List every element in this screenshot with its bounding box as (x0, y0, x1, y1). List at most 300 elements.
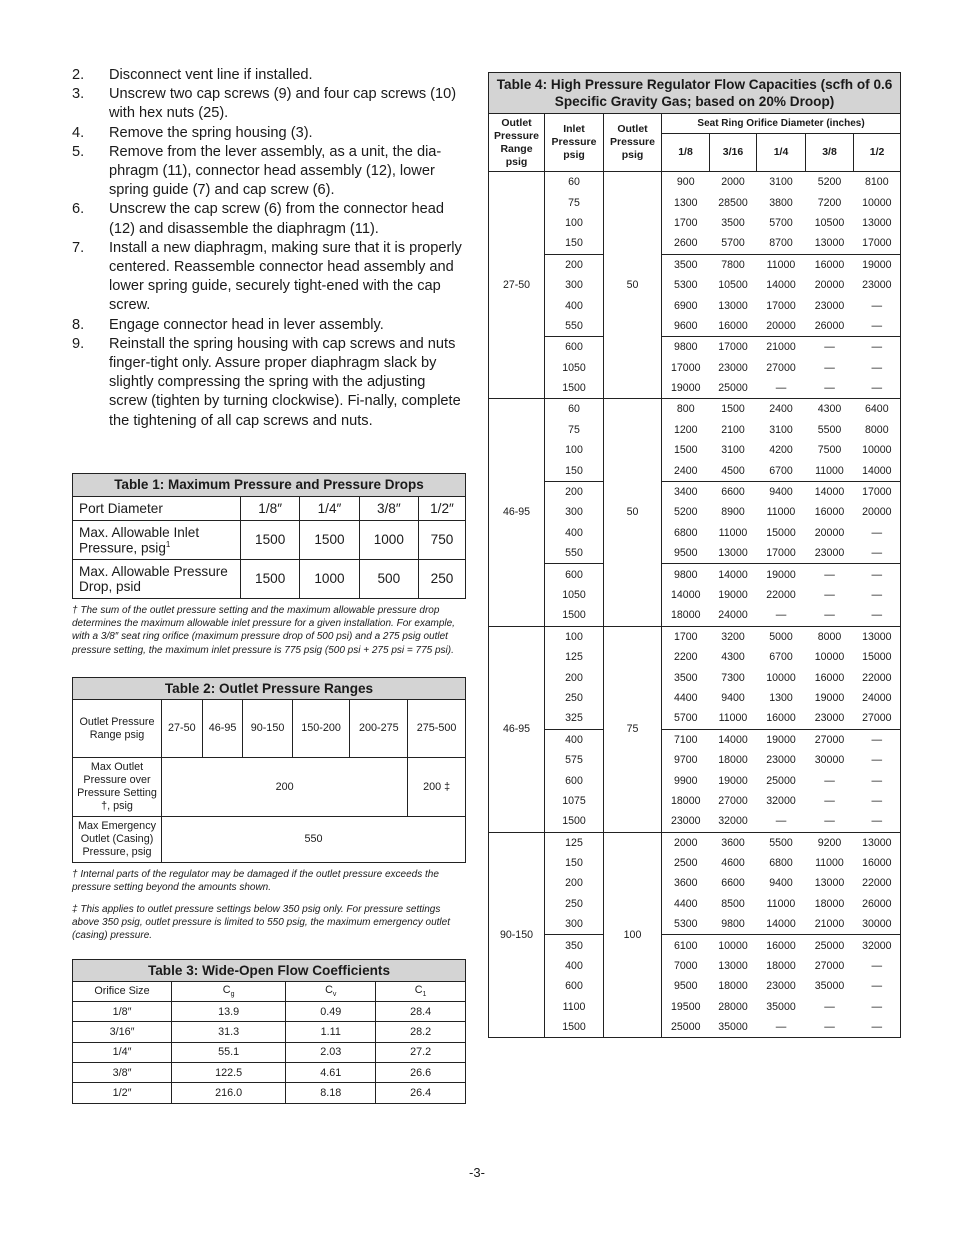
table-4-cell: — (806, 337, 854, 358)
table-4-cell: 13000 (854, 626, 901, 647)
table-4-cell: — (806, 378, 854, 399)
table-4-row (489, 233, 901, 254)
table-3-cell: 1/4″ (73, 1042, 172, 1062)
table-3-cell: 27.2 (376, 1042, 466, 1062)
table-4-cell: — (854, 791, 901, 811)
table-4-cell: 10000 (814, 651, 845, 664)
table-4-cell: 13000 (718, 547, 748, 560)
table-4-cell: 6700 (769, 651, 793, 664)
table-4-cell: 20000 (814, 279, 845, 292)
table-4-cell: 6700 (769, 464, 793, 477)
table-1-col: 3/8″ (359, 496, 418, 520)
table-4-cell: 3800 (769, 196, 793, 209)
step-text: Remove from the lever assembly, as a unit, the dia-phragm (11), connector head assembly (12), lower spring guide (7) and cap screw (6). (109, 143, 442, 199)
table-4-cell: 2400 (662, 460, 710, 481)
table-1-header-label: Port Diameter (73, 496, 241, 520)
table-3-header: $C_v$ (286, 981, 376, 1001)
table-4-cell: 23000 (766, 754, 796, 767)
table-4-cell: 1200 (662, 420, 710, 440)
table-4-cell: — (854, 543, 901, 564)
table-2-cell: 200 (162, 758, 408, 817)
table-4-cell: 13000 (814, 237, 845, 250)
table-4-row (489, 997, 901, 1017)
table-4-row (489, 626, 901, 647)
table-4-cell: 1300 (662, 192, 710, 212)
table-4-row (489, 976, 901, 996)
table-2-cell: 550 (162, 817, 466, 863)
table-4-inlet: 1050 (545, 585, 604, 605)
table-4-cell: — (854, 997, 901, 1017)
table-4-cell: 35000 (766, 1000, 796, 1013)
step-text: Install a new diaphragm, making sure that it is properly centered. Reassemble connector head assembly and lower spring guide, securely tight-ened with the cap screw. (109, 239, 462, 314)
table-4-cell: 5700 (769, 216, 793, 229)
table-4-row (489, 894, 901, 914)
table-4-header-inlet: Inlet Pressure psig (545, 114, 604, 172)
table-4-row (489, 316, 901, 337)
table-4-cell: 14000 (662, 585, 710, 605)
table-4-cell: — (854, 316, 901, 337)
table-4-cell: 25000 (806, 935, 854, 956)
table-4-cell: 11000 (766, 897, 796, 910)
table-4-cell: 18000 (662, 605, 710, 626)
procedure-step (72, 66, 466, 85)
table-4-cell: 11000 (815, 464, 844, 477)
table-4-cell: 2200 (662, 647, 710, 667)
table-4-cell: 28500 (718, 196, 748, 209)
step-number: 2. (72, 67, 85, 83)
table-4-cell: 8700 (769, 237, 793, 250)
step-number: 4. (72, 124, 85, 141)
table-3-header: $C_g$ (172, 981, 286, 1001)
table-4-cell: 23000 (814, 299, 845, 312)
table-4-inlet: 125 (545, 647, 604, 667)
step-text: Unscrew two cap screws (9) and four cap screws (10) with hex nuts (25). (109, 86, 457, 122)
table-4-cell: 2000 (710, 172, 757, 193)
table-4-cell: 10000 (854, 440, 901, 460)
table-3-cell: 55.1 (172, 1042, 286, 1062)
table-4-row (489, 667, 901, 687)
table-4-inlet: 1075 (545, 791, 604, 811)
table-4-row (489, 935, 901, 956)
table-4-cell: 28000 (718, 1000, 748, 1013)
table-4-cell: 23000 (718, 361, 748, 374)
table-4-cell: — (806, 811, 854, 832)
table-4-cell: 3400 (662, 481, 710, 502)
table-4-cell: — (854, 295, 901, 315)
table-4-header-outlet-range: Outlet Pressure Range psig (489, 114, 545, 172)
table-4-cell: 7200 (817, 196, 842, 209)
table-4-size: 1/8 (662, 134, 710, 172)
table-4-cell: — (854, 358, 901, 378)
table-4-outlet-range: 27-50 (489, 172, 545, 399)
table-4-cell: — (757, 811, 806, 832)
table-4-inlet: 60 (545, 172, 604, 193)
table-4-cell: 10500 (814, 216, 845, 229)
table-4-row (489, 729, 901, 750)
table-4-cell: — (757, 1017, 806, 1038)
table-4-cell: 3500 (662, 254, 710, 275)
table-4-cell: 14000 (710, 729, 757, 750)
table-2-header-label: Outlet Pressure Range psig (73, 700, 162, 758)
table-4-cell: 18000 (814, 897, 845, 910)
table-2-col: 275-500 (408, 700, 466, 758)
table-4-cell: 18000 (766, 960, 796, 973)
table-4-cell: 30000 (854, 914, 901, 935)
page-number: -3- (469, 1165, 485, 1180)
table-2-row-label: Max Emergency Outlet (Casing) Pressure, psig (73, 817, 162, 863)
table-4-cell: 15000 (854, 647, 901, 667)
table-1-cell: 1000 (300, 559, 359, 598)
table-4-cell: 22000 (766, 589, 796, 601)
table-2-cell: 200 ‡ (408, 758, 466, 817)
table-4-cell: 13000 (854, 832, 901, 853)
table-4-cell: 22000 (854, 873, 901, 893)
table-3-cell: 0.49 (286, 1001, 376, 1021)
table-4-cell: 9400 (757, 481, 806, 502)
table-2-col: 27-50 (162, 700, 203, 758)
table-4-cell: 9500 (662, 976, 710, 996)
table-4-outlet-range: 46-95 (489, 626, 545, 832)
table-4-row (489, 605, 901, 626)
table-4-cell: — (854, 605, 901, 626)
table-4-cell: 32000 (854, 935, 901, 956)
table-4-cell: 23000 (814, 547, 845, 560)
table-1-col: 1/8″ (241, 496, 300, 520)
table-4-cell: 35000 (814, 980, 845, 993)
table-4-row (489, 275, 901, 295)
table-1-cell: 500 (359, 559, 418, 598)
table-4-cell: 2500 (662, 853, 710, 873)
table-4-row (489, 853, 901, 873)
table-2-col: 90-150 (243, 700, 292, 758)
table-4-cell: 4300 (806, 399, 854, 420)
table-3-cell: 3/16″ (73, 1022, 172, 1042)
table-4-inlet: 400 (545, 729, 604, 750)
right-column (488, 72, 900, 1038)
table-2-title: Table 2: Outlet Pressure Ranges (73, 678, 466, 700)
table-4-cell: — (854, 770, 901, 790)
table-1 (72, 473, 466, 599)
table-4-cell: 8900 (721, 506, 745, 519)
table-4-inlet: 325 (545, 708, 604, 729)
table-4-inlet: 600 (545, 770, 604, 790)
table-1-title: Table 1: Maximum Pressure and Pressure Drops (73, 473, 466, 496)
table-4-inlet: 100 (545, 213, 604, 233)
table-3-cell: 13.9 (172, 1001, 286, 1021)
table-3-row (73, 1083, 466, 1103)
table-2-row-label: Max Outlet Pressure over Pressure Setting †, psig (73, 758, 162, 817)
table-4-cell: 9400 (769, 877, 793, 890)
table-4-cell: 800 (662, 399, 710, 420)
step-text: Reinstall the spring housing with cap screws and nuts finger-tight only. Assure proper diaphragm slack by slightly compressing the spring with the adjusting screw (tighten by turning clockwise). Fi-nally, complete the tightening of all cap screws and nuts. (109, 335, 461, 429)
table-4-header-outlet: Outlet Pressure psig (604, 114, 662, 172)
table-4-inlet: 600 (545, 976, 604, 996)
table-4-cell: 7100 (662, 729, 710, 750)
table-4-cell: 8000 (854, 420, 901, 440)
table-4-inlet: 1500 (545, 1017, 604, 1038)
table-4-cell: 4300 (721, 651, 745, 664)
table-4-cell: 4200 (769, 444, 793, 457)
table-4-cell: 14000 (766, 279, 796, 292)
table-4-cell: 14000 (710, 564, 757, 585)
table-1-col: 1/2″ (418, 496, 465, 520)
table-4-cell: 18000 (718, 754, 748, 767)
table-4-inlet: 350 (545, 935, 604, 956)
table-4-row (489, 460, 901, 481)
procedure-step (72, 316, 466, 335)
table-4-cell: 27000 (766, 361, 796, 374)
table-4-row (489, 688, 901, 708)
table-4-cell: 13000 (718, 960, 748, 973)
table-4-cell: 18000 (662, 791, 710, 811)
table-4-inlet: 125 (545, 832, 604, 853)
table-2-col: 150-200 (292, 700, 350, 758)
table-4-cell: 21000 (814, 918, 845, 931)
table-4-cell: 17000 (662, 358, 710, 378)
table-1-cell: 1500 (241, 559, 300, 598)
table-4-cell: 16000 (757, 935, 806, 956)
table-4-cell: 10000 (766, 671, 796, 684)
table-4-outlet: 75 (604, 626, 662, 832)
table-1-cell: 250 (418, 559, 465, 598)
table-4-cell: 30000 (814, 754, 845, 767)
table-4-cell: — (824, 794, 835, 807)
table-4-inlet: 600 (545, 337, 604, 358)
table-4-cell: 23000 (766, 980, 796, 993)
table-4-cell: 6400 (854, 399, 901, 420)
step-text: Disconnect vent line if installed. (109, 67, 313, 83)
table-4-cell: — (854, 811, 901, 832)
table-4-cell: — (757, 605, 806, 626)
table-4-cell: — (806, 605, 854, 626)
table-4-cell: — (854, 337, 901, 358)
table-3-cell: 26.4 (376, 1083, 466, 1103)
table-4-inlet: 200 (545, 254, 604, 275)
table-4-size: 1/2 (854, 134, 901, 172)
table-4-cell: 2400 (757, 399, 806, 420)
table-4-row (489, 295, 901, 315)
table-4-cell: 11000 (757, 254, 806, 275)
table-4-cell: — (854, 976, 901, 996)
table-2-footnotes (72, 868, 466, 942)
table-4-cell: 2600 (662, 233, 710, 254)
table-4-cell: 19000 (718, 589, 748, 601)
table-1-col: 1/4″ (300, 496, 359, 520)
table-4-cell: 19000 (854, 254, 901, 275)
table-4-cell: 1300 (769, 691, 793, 704)
table-4-cell: 25000 (710, 378, 757, 399)
table-4-inlet: 150 (545, 853, 604, 873)
table-3-cell: 4.61 (286, 1063, 376, 1083)
procedure-step (72, 124, 466, 143)
table-4-row (489, 192, 901, 212)
table-4-cell: 5700 (662, 708, 710, 729)
table-4-cell: 3500 (662, 667, 710, 687)
table-4-inlet: 150 (545, 233, 604, 254)
table-4-inlet: 200 (545, 481, 604, 502)
table-4-cell: 3100 (757, 172, 806, 193)
table-4-cell: 15000 (766, 526, 796, 539)
table-3-header: Orifice Size (73, 981, 172, 1001)
table-4-cell: 11000 (718, 526, 748, 539)
table-4-cell: 9900 (662, 770, 710, 790)
table-4-cell: 5200 (662, 502, 710, 522)
table-4-cell: 16000 (806, 254, 854, 275)
table-4-cell: 5300 (662, 914, 710, 935)
table-4-cell: 35000 (710, 1017, 757, 1038)
table-4-size: 1/4 (757, 134, 806, 172)
table-3-row (73, 1022, 466, 1042)
table-4-cell: 16000 (814, 506, 845, 519)
table-4-inlet: 1100 (545, 997, 604, 1017)
table-2-footnote: ‡ This applies to outlet pressure settings below 350 psig only. For pressure settings above 350 psig, outlet pressure is limited to 550 psig, the maximum emergency outlet (casing) pressure. (72, 903, 450, 942)
table-3-title: Table 3: Wide-Open Flow Coefficients (73, 959, 466, 981)
table-4-inlet: 550 (545, 543, 604, 564)
table-4-cell: 8500 (721, 897, 745, 910)
table-4-cell: 19000 (757, 729, 806, 750)
step-text: Remove the spring housing (3). (109, 124, 313, 141)
table-4-cell: 13000 (854, 213, 901, 233)
table-4-cell: 10000 (854, 192, 901, 212)
table-4-cell: 9700 (662, 750, 710, 770)
table-4-cell: 17000 (766, 547, 796, 560)
table-3 (72, 959, 466, 1104)
table-4-cell: 27000 (806, 729, 854, 750)
table-4-cell: 6800 (769, 857, 793, 870)
table-4-inlet: 150 (545, 460, 604, 481)
table-4-cell: 19000 (814, 691, 845, 704)
table-1-cell: 1500 (300, 520, 359, 559)
table-4-cell: 25000 (662, 1017, 710, 1038)
step-number: 6. (72, 201, 85, 218)
table-4-cell: 13000 (814, 877, 845, 890)
table-4-cell: 3600 (662, 873, 710, 893)
table-4-cell: 25000 (766, 774, 796, 787)
table-4-cell: 3600 (710, 832, 757, 853)
table-4-cell: 23000 (662, 811, 710, 832)
table-4-cell: 20000 (814, 526, 845, 539)
table-4-row (489, 914, 901, 935)
table-1-row-label: Max. Allowable Pressure Drop, psid (73, 559, 241, 598)
table-1-cell: 750 (418, 520, 465, 559)
table-4-cell: 23000 (814, 712, 845, 725)
table-4-inlet: 1500 (545, 605, 604, 626)
table-4-cell: — (854, 378, 901, 399)
table-4-header-seat: Seat Ring Orifice Diameter (inches) (662, 114, 901, 134)
table-4-inlet: 400 (545, 956, 604, 976)
table-3-row (73, 1063, 466, 1083)
table-4-cell: 8100 (854, 172, 901, 193)
table-4-inlet: 250 (545, 688, 604, 708)
table-4-inlet: 400 (545, 295, 604, 315)
table-4-cell: 1700 (662, 626, 710, 647)
table-4-cell: 5200 (806, 172, 854, 193)
table-4-cell: 16000 (766, 712, 796, 725)
table-4-cell: 17000 (710, 337, 757, 358)
table-4-cell: 6100 (662, 935, 710, 956)
table-4-row (489, 399, 901, 420)
table-4-cell: 2100 (721, 423, 745, 436)
table-3-cell: 8.18 (286, 1083, 376, 1103)
table-4-cell: 3100 (721, 444, 745, 457)
table-4-cell: 17000 (854, 233, 901, 254)
table-1-row-label: Max. Allowable Inlet Pressure, psig$^1$ (73, 520, 241, 559)
table-4-cell: 11000 (718, 712, 748, 725)
step-number: 7. (72, 239, 85, 256)
procedure-step (72, 143, 466, 201)
table-3-cell: 1/2″ (73, 1083, 172, 1103)
table-4-cell: 7500 (817, 444, 842, 457)
table-3-cell: 3/8″ (73, 1063, 172, 1083)
procedure-step (72, 335, 466, 431)
table-4-cell: 1500 (710, 399, 757, 420)
table-4-inlet: 400 (545, 523, 604, 543)
table-3-cell: 2.03 (286, 1042, 376, 1062)
procedure-steps (72, 66, 466, 431)
table-4-row (489, 481, 901, 502)
table-4-cell: — (824, 589, 835, 601)
table-4-row (489, 502, 901, 522)
table-4-cell: 4400 (662, 894, 710, 914)
table-4-inlet: 1050 (545, 358, 604, 378)
table-4-cell: 10500 (718, 279, 748, 292)
table-4-inlet: 60 (545, 399, 604, 420)
table-4-row (489, 358, 901, 378)
table-4-cell: 7300 (721, 671, 745, 684)
table-4-cell: 3100 (769, 423, 793, 436)
table-4-cell: 6600 (710, 481, 757, 502)
table-4-cell: — (824, 361, 835, 374)
table-3-row (73, 1001, 466, 1021)
table-4-title: Table 4: High Pressure Regulator Flow Capacities (scfh of 0.6 Specific Gravity Gas; based on 20% Droop) (489, 73, 901, 114)
table-4-inlet: 200 (545, 667, 604, 687)
table-4-cell: 2000 (662, 832, 710, 853)
table-4-cell: 14000 (806, 481, 854, 502)
table-4-cell: 16000 (854, 853, 901, 873)
table-3-cell: 28.2 (376, 1022, 466, 1042)
table-4-inlet: 300 (545, 914, 604, 935)
table-4-cell: 9200 (806, 832, 854, 853)
table-4-cell: 4600 (721, 857, 745, 870)
table-4-cell: 24000 (854, 688, 901, 708)
table-4-cell: — (757, 378, 806, 399)
table-4-row (489, 770, 901, 790)
table-4-outlet: 50 (604, 399, 662, 626)
table-4-size: 3/8 (806, 134, 854, 172)
table-2-col: 200-275 (350, 700, 408, 758)
table-4-cell: 13000 (718, 299, 748, 312)
table-4-cell: 4500 (721, 464, 745, 477)
table-1-footnote: † The sum of the outlet pressure setting and the maximum allowable pressure drop determines the maximum allowable inlet pressure for a given installation. For example, with a 3/8″ seat ring orifice (maximum pressure drop of 500 psi) and a 275 psig outlet pressure setting, the maximum inlet pressure is 775 psig (500 psi + 275 psi = 775 psi). (72, 604, 455, 656)
table-4-inlet: 75 (545, 420, 604, 440)
table-3-cell: 28.4 (376, 1001, 466, 1021)
table-4-cell: 11000 (766, 506, 796, 519)
table-4-cell: — (824, 774, 835, 787)
procedure-step (72, 239, 466, 316)
table-4-row (489, 254, 901, 275)
table-4-cell: 9600 (662, 316, 710, 337)
table-4-cell: 6600 (721, 877, 745, 890)
table-3-header: $C_1$ (376, 981, 466, 1001)
table-4-row (489, 873, 901, 893)
table-4-cell: 7800 (710, 254, 757, 275)
table-4-row (489, 337, 901, 358)
table-3-row (73, 1042, 466, 1062)
table-3-cell: 216.0 (172, 1083, 286, 1103)
table-4-cell: 19500 (662, 997, 710, 1017)
table-4-row (489, 647, 901, 667)
table-4-inlet: 300 (545, 275, 604, 295)
